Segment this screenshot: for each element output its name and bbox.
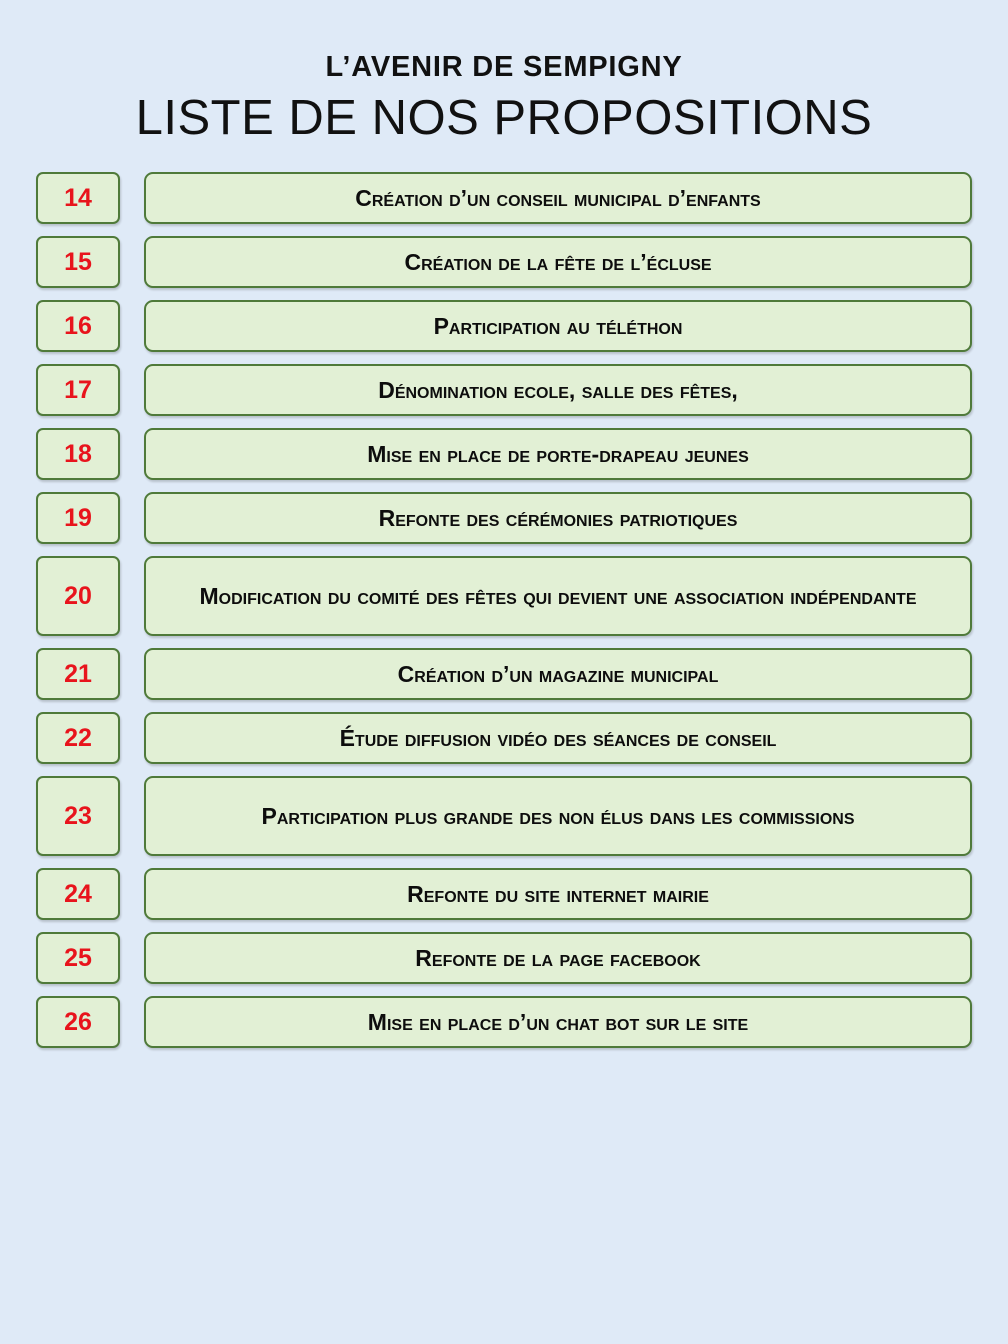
proposition-label: mise en place d’un chat bot sur le site (367, 1008, 749, 1035)
page-title: LISTE DE NOS PROPOSITIONS (135, 90, 873, 145)
list-item (36, 868, 972, 920)
proposition-label: création d’un magazine municipal (397, 660, 719, 687)
list-item (36, 932, 972, 984)
list-item (36, 492, 972, 544)
proposition-text-box (144, 236, 972, 288)
list-item (36, 236, 972, 288)
proposition-text-box (144, 428, 972, 480)
proposition-number: 19 (36, 492, 120, 544)
proposition-number: 14 (36, 172, 120, 224)
proposition-text-box (144, 172, 972, 224)
proposition-text-box (144, 996, 972, 1048)
proposition-number: 24 (36, 868, 120, 920)
proposition-text-box (144, 556, 972, 636)
list-item (36, 556, 972, 636)
list-item (36, 364, 972, 416)
proposition-number: 23 (36, 776, 120, 856)
proposition-text-box (144, 932, 972, 984)
proposition-label: mise en place de porte-drapeau jeunes (367, 440, 749, 467)
poster-supertitle: L’AVENIR DE SEMPIGNY (325, 51, 683, 83)
proposition-label: participation plus grande des non élus dans les commissions (261, 802, 855, 829)
proposition-text-box (144, 776, 972, 856)
list-item (36, 300, 972, 352)
proposition-text-box (144, 364, 972, 416)
proposition-text-box (144, 648, 972, 700)
list-item (36, 428, 972, 480)
list-item (36, 712, 972, 764)
proposition-number: 20 (36, 556, 120, 636)
proposition-number: 26 (36, 996, 120, 1048)
proposition-number: 21 (36, 648, 120, 700)
proposition-text-box (144, 492, 972, 544)
proposition-text-box (144, 300, 972, 352)
proposition-number: 22 (36, 712, 120, 764)
list-item (36, 648, 972, 700)
proposition-number: 16 (36, 300, 120, 352)
poster-header (36, 0, 972, 146)
proposition-label: étude diffusion vidéo des séances de conseil (339, 724, 777, 751)
proposition-label: dénomination ecole, salle des fêtes, (378, 376, 738, 403)
proposition-label: refonte du site internet mairie (407, 880, 709, 907)
proposition-number: 18 (36, 428, 120, 480)
proposition-number: 25 (36, 932, 120, 984)
proposition-text-box (144, 868, 972, 920)
list-item (36, 996, 972, 1048)
propositions-list (36, 172, 972, 1048)
proposition-label: modification du comité des fêtes qui devient une association indépendante (199, 582, 917, 609)
list-item (36, 776, 972, 856)
proposition-label: refonte de la page facebook (415, 944, 701, 971)
list-item (36, 172, 972, 224)
proposition-text-box (144, 712, 972, 764)
proposition-number: 15 (36, 236, 120, 288)
proposition-number: 17 (36, 364, 120, 416)
proposition-label: création d’un conseil municipal d’enfants (355, 184, 761, 211)
proposition-label: participation au téléthon (433, 312, 683, 339)
proposition-label: création de la fête de l’écluse (404, 248, 712, 275)
proposition-label: refonte des cérémonies patriotiques (378, 504, 738, 531)
